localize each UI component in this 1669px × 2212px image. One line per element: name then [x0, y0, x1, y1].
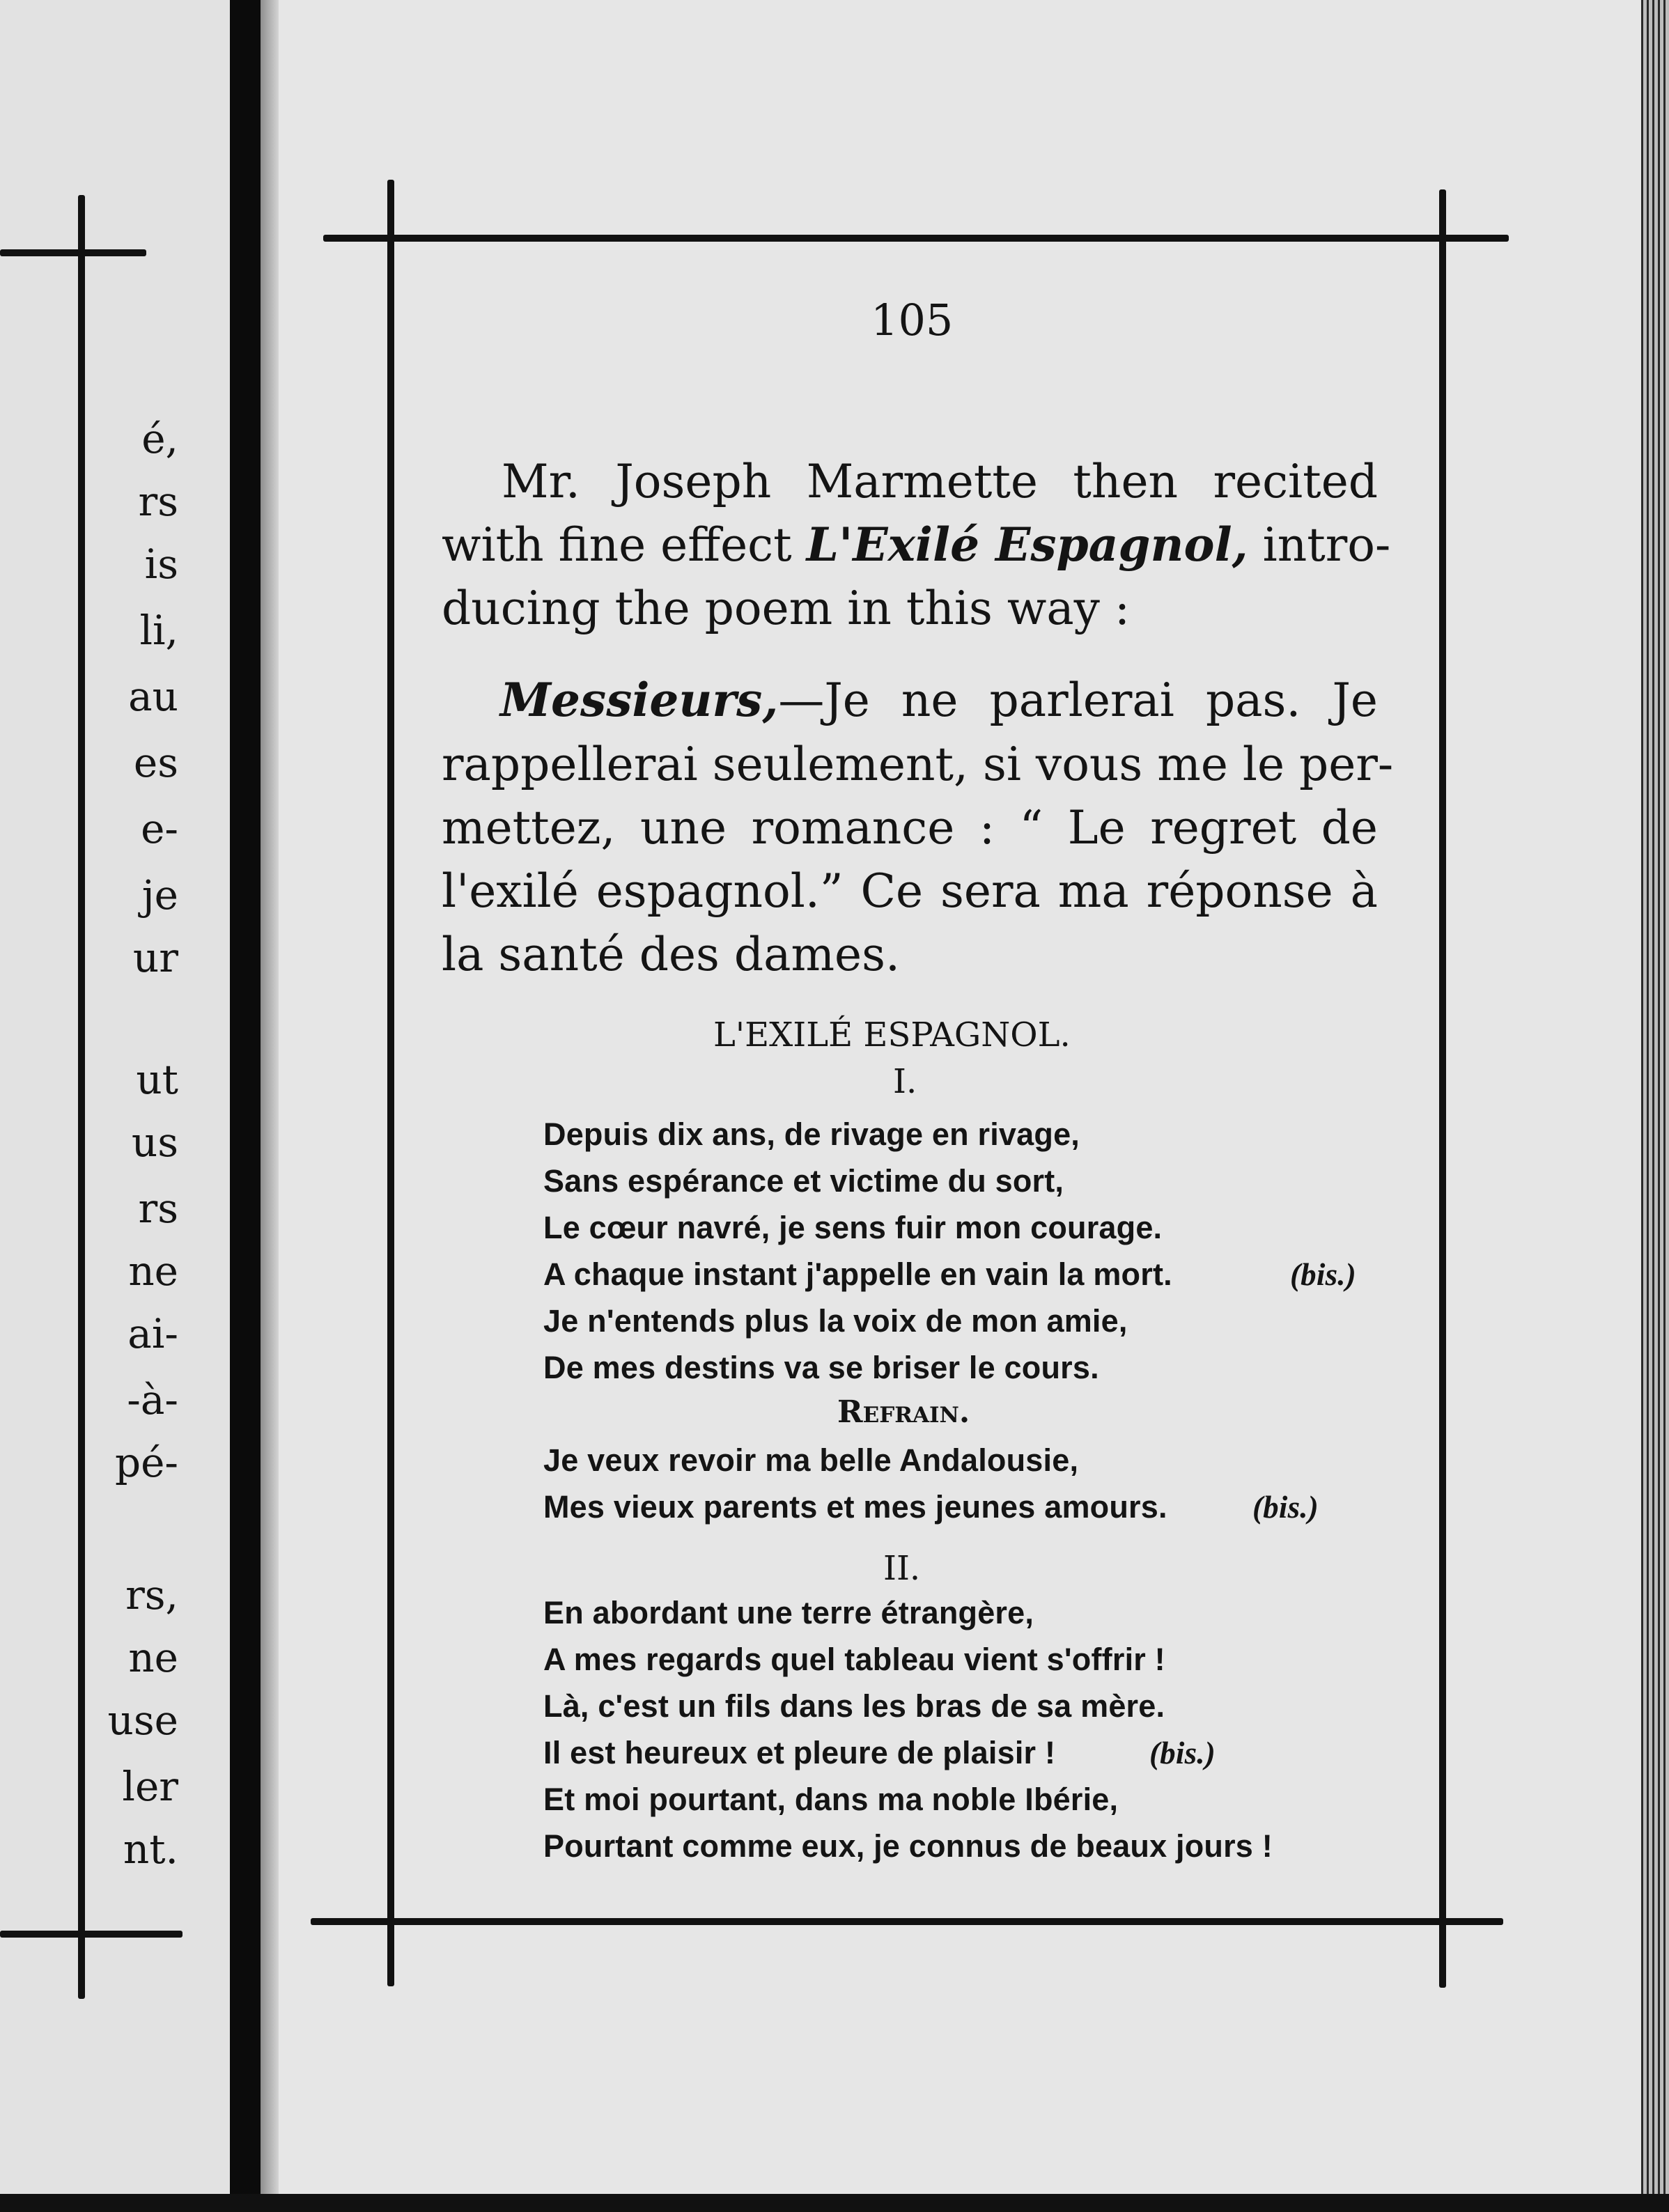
left-fragment: é,: [141, 415, 178, 462]
bis-marker: (bis.): [1290, 1257, 1356, 1292]
left-frame-bottom-rule: [0, 1931, 183, 1938]
bis-marker: (bis.): [1252, 1490, 1319, 1525]
left-fragment: is: [144, 540, 178, 588]
verse-text: Il est heureux et pleure de plaisir !: [543, 1735, 1056, 1770]
verse-text: Mes vieux parents et mes jeunes amours.: [543, 1489, 1167, 1525]
left-fragment: use: [107, 1697, 178, 1744]
verse-line: De mes destins va se briser le cours.: [543, 1350, 1099, 1385]
frame-left-rule: [387, 180, 394, 1986]
verse-line: [543, 1252, 1356, 1298]
verse-line: [543, 1730, 1216, 1776]
verse-line: A mes regards quel tableau vient s'offrir !: [543, 1642, 1165, 1677]
frame-bottom-rule: [311, 1918, 1503, 1925]
speech-text: —Je ne parlerai pas. Je: [778, 673, 1378, 727]
intro-line: ducing the poem in this way :: [442, 582, 1131, 635]
stanza-number: I.: [893, 1062, 917, 1101]
speech-line: la santé des dames.: [442, 928, 900, 981]
left-fragment: -à-: [127, 1376, 178, 1424]
left-fragment: rs: [138, 1185, 178, 1232]
speech-line: l'exilé espagnol.” Ce sera ma réponse à: [442, 864, 1378, 918]
right-page: [279, 0, 1641, 2212]
verse-text: A chaque instant j'appelle en vain la mort.: [543, 1256, 1172, 1292]
verse-line: Là, c'est un fils dans les bras de sa mère.: [543, 1688, 1165, 1724]
gutter-shadow: [261, 0, 279, 2212]
left-fragment: e-: [141, 805, 178, 852]
left-fragment: rs,: [125, 1571, 178, 1619]
verse-line: Je veux revoir ma belle Andalousie,: [543, 1442, 1079, 1478]
verse-line: En abordant une terre étrangère,: [543, 1595, 1034, 1630]
left-fragment: pé-: [114, 1439, 178, 1486]
verse-line: [543, 1484, 1319, 1530]
book-gutter: [230, 0, 261, 2212]
poem-title-italic: L'Exilé Espagnol,: [806, 517, 1248, 572]
speech-line: [500, 669, 1378, 732]
left-frame-top-rule: [0, 249, 146, 256]
verse-line: Depuis dix ans, de rivage en rivage,: [543, 1116, 1080, 1152]
left-fragment: es: [133, 739, 178, 786]
refrain-heading: Refrain.: [837, 1394, 970, 1430]
left-fragment: nt.: [123, 1825, 178, 1873]
left-fragment: us: [131, 1119, 178, 1166]
poem-title: L'EXILÉ ESPAGNOL.: [713, 1015, 1071, 1054]
verse-line: Pourtant comme eux, je connus de beaux jours !: [543, 1828, 1273, 1864]
left-fragment: ler: [122, 1763, 178, 1810]
intro-text: intro-: [1248, 518, 1391, 572]
left-page: [0, 0, 230, 2212]
left-fragment: ut: [136, 1056, 178, 1103]
verse-line: Le cœur navré, je sens fuir mon courage.: [543, 1210, 1163, 1245]
frame-right-rule: [1439, 189, 1446, 1988]
page-edge: [1641, 0, 1669, 2212]
intro-text: with fine effect: [442, 518, 807, 572]
scan-bottom-edge: [0, 2194, 1669, 2212]
left-fragment: ur: [132, 934, 178, 981]
verse-line: Je n'entends plus la voix de mon amie,: [543, 1303, 1128, 1339]
bis-marker: (bis.): [1149, 1736, 1216, 1770]
stanza-number: II.: [883, 1549, 921, 1588]
verse-line: Et moi pourtant, dans ma noble Ibérie,: [543, 1782, 1119, 1817]
left-fragment: ne: [128, 1634, 178, 1681]
frame-top-rule: [323, 235, 1509, 242]
left-fragment: ne: [128, 1247, 178, 1295]
page-number: 105: [871, 295, 954, 345]
speech-line: mettez, une romance : “ Le regret de: [442, 801, 1378, 855]
intro-line: [442, 513, 1391, 577]
speech-line: rappellerai seulement, si vous me le per-: [442, 738, 1394, 791]
verse-line: Sans espérance et victime du sort,: [543, 1163, 1064, 1199]
left-fragment: li,: [139, 607, 178, 654]
left-fragment: je: [141, 871, 178, 919]
salutation: Messieurs,: [500, 673, 779, 727]
left-fragment: au: [128, 673, 178, 720]
intro-line: Mr. Joseph Marmette then recited: [502, 455, 1378, 508]
left-fragment: rs: [138, 478, 178, 525]
left-fragment: ai-: [127, 1310, 178, 1357]
